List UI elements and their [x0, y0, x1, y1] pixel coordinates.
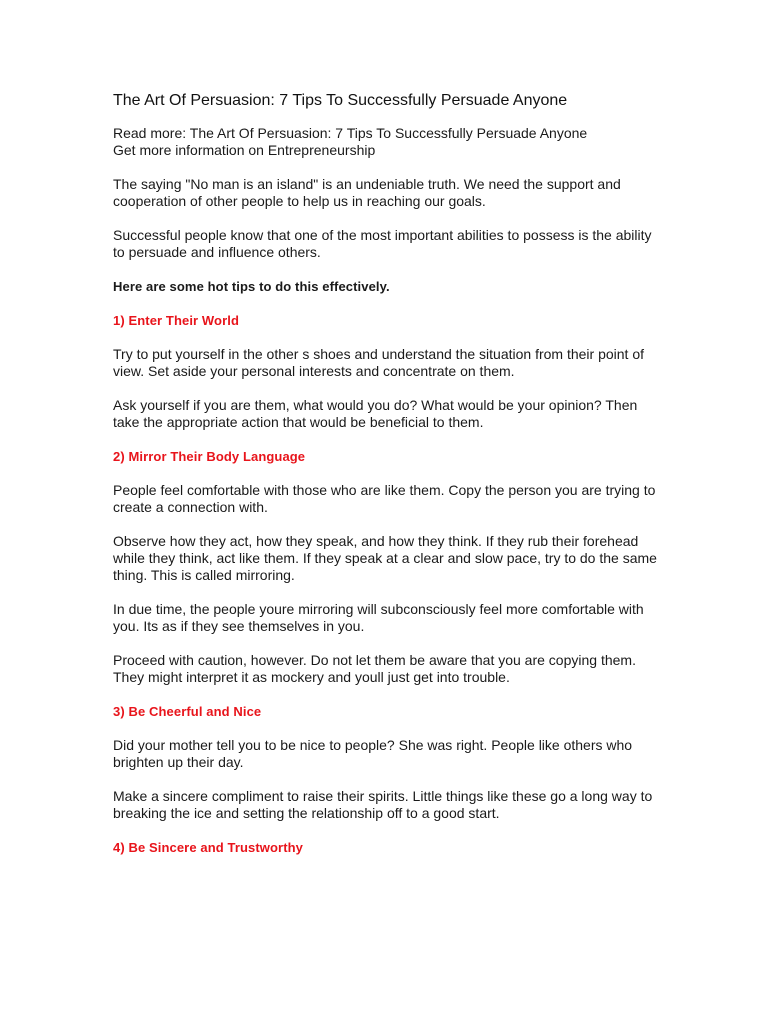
page-title: The Art Of Persuasion: 7 Tips To Successfully Persuade Anyone [113, 92, 568, 109]
paragraph: The saying "No man is an island" is an undeniable truth. We need the support and cooperation of other people to help us in reaching our goals. [113, 176, 621, 209]
section-heading: 4) Be Sincere and Trustworthy [113, 840, 304, 855]
intro-block [113, 125, 658, 159]
section-heading: 3) Be Cheerful and Nice [113, 704, 262, 719]
paragraph: Did your mother tell you to be nice to people? She was right. People like others who brighten up their day. [113, 737, 633, 770]
paragraph: In due time, the people youre mirroring will subconsciously feel more comfortable with you. Its as if they see themselves in you. [113, 601, 644, 634]
section-3 [113, 703, 658, 822]
document-page [113, 91, 658, 873]
paragraph: Observe how they act, how they speak, and how they think. If they rub their forehead while they think, act like them. If they speak at a clear and slow pace, try to do the same thing. This is called mirroring. [113, 533, 657, 583]
paragraph: Proceed with caution, however. Do not let them be aware that you are copying them. They might interpret it as mockery and youll just get into trouble. [113, 652, 636, 685]
paragraph: Ask yourself if you are them, what would you do? What would be your opinion? Then take the appropriate action that would be beneficial to them. [113, 397, 638, 430]
paragraph: People feel comfortable with those who are like them. Copy the person you are trying to create a connection with. [113, 482, 656, 515]
section-heading: 2) Mirror Their Body Language [113, 449, 306, 464]
tips-lead: Here are some hot tips to do this effectively. [113, 279, 390, 294]
section-heading: 1) Enter Their World [113, 313, 239, 328]
paragraph: Try to put yourself in the other s shoes and understand the situation from their point of view. Set aside your personal interests and concentrate on them. [113, 346, 645, 379]
more-info-link[interactable]: Get more information on Entrepreneurship [113, 142, 376, 158]
paragraph: Make a sincere compliment to raise their spirits. Little things like these go a long way to breaking the ice and setting the relationship off to a good start. [113, 788, 653, 821]
paragraph: Successful people know that one of the most important abilities to possess is the ability to persuade and influence others. [113, 227, 652, 260]
section-2 [113, 448, 658, 686]
read-more-link[interactable]: Read more: The Art Of Persuasion: 7 Tips To Successfully Persuade Anyone [113, 125, 588, 141]
section-4 [113, 839, 658, 856]
section-1 [113, 312, 658, 431]
